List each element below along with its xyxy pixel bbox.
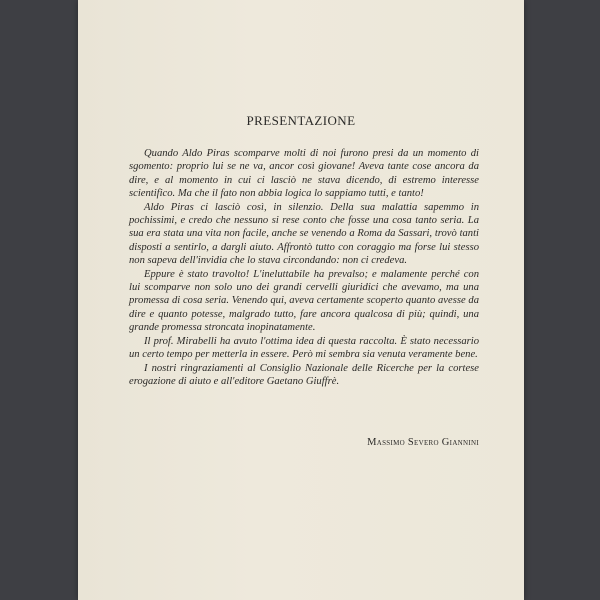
- paragraph: I nostri ringraziamenti al Consiglio Nazionale delle Ricerche per la cortese erogazione di aiuto e all'editore Gaetano Giuffrè.: [129, 362, 479, 387]
- author-signature: Massimo Severo Giannini: [367, 437, 479, 448]
- book-page: [78, 0, 524, 600]
- paragraph: Il prof. Mirabelli ha avuto l'ottima idea di questa raccolta. È stato necessario un certo tempo per metterla in essere. Però mi sembra sia venuta veramente bene.: [129, 335, 479, 361]
- paragraph: Aldo Piras ci lasciò così, in silenzio. Della sua malattia sapemmo in pochissimi, e credo che nessuno si rese conto che fosse una cosa tanto seria. La sua era stata una vita non facile, anche se venendo a Roma da Sassari, trovò tanti disposti a sentirlo, a dargli aiuto. Affrontò tutto con coraggio ma forse lui stesso non sapeva dell'invidia che lo stava circondando: non ci credeva.: [129, 201, 479, 267]
- paragraph: Eppure è stato travolto! L'ineluttabile ha prevalso; e malamente perché con lui scomparve non solo uno dei grandi cervelli giuridici che avevamo, ma una promessa di cosa seria. Venendo qui, aveva certamente scoperto quanto avesse da dire e quanto potesse, malgrado tutto, fare ancora qualcosa di più; quindi, una grande promessa stroncata inopinatamente.: [129, 268, 479, 334]
- paragraph: Quando Aldo Piras scomparve molti di noi furono presi da un momento di sgomento: proprio lui se ne va, ancor così giovane! Aveva tante cose ancora da dire, e al momento in cui ci lasciò ne stava dicendo, di estremo interesse scientifico. Ma che il fato non abbia logica lo sappiamo tutti, e tanto!: [129, 148, 479, 200]
- body-text: [129, 147, 479, 388]
- page-title: PRESENTAZIONE: [246, 113, 356, 128]
